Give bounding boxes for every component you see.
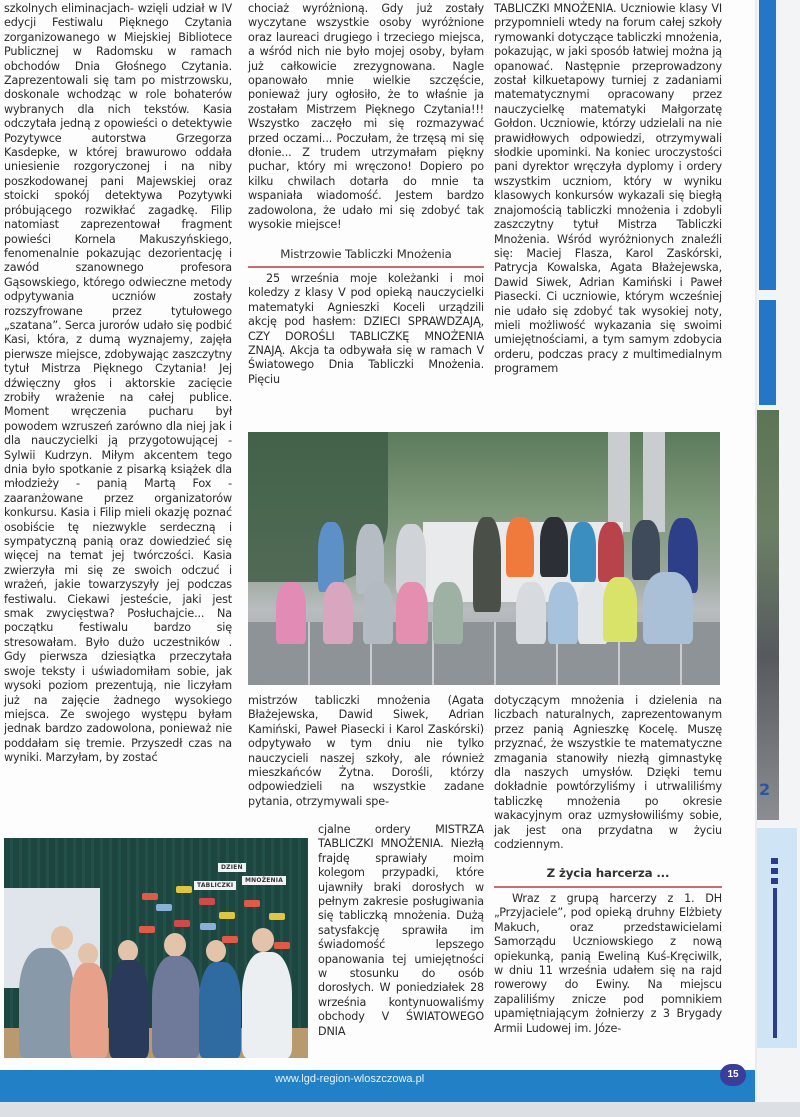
group-photo-scouts [248,432,720,685]
photo-person [109,960,149,1058]
photo-confetti [274,942,290,949]
article-column-3 [494,2,722,377]
photo-person [516,582,546,644]
photo-person [323,582,353,644]
photo-person [473,517,501,612]
article-text: 25 września moje koleżanki i moi koledzy z klasy V pod opieką nauczycielki matematyki Agnieszki Koceli urządzili akcję pod hasłem: DZIECI SPRAWDZAJĄ, CZY DOROŚLI TABLICZKĘ MNOŻENIA ZNAJĄ. Akcja ta odbywała się w ramach V Światowego Dnia Tabliczki Mnożenia. Pięciu [248,271,484,386]
photo-person [70,963,108,1058]
banner-word: TABLICZKI [194,881,236,890]
sidebar-vertical-bar [773,888,777,1038]
photo-person [276,582,306,644]
banner-word: DZIEŃ [218,863,246,872]
article-column-3-lower [494,694,722,1036]
article-text: szkolnych eliminacjach- wzięli udział w IV edycji Festiwalu Pięknego Czytania zorganizowanego w Miejskiej Bibliotece Publicznej w Radomsku w ramach obchodów Dnia Głośnego Czytania. Zaprezentowali się tam po mistrzowsku, doskonale wchodząc w role bohaterów wybranych dla nich tekstów. Kasia odczytała jedną z opowieści o detektywie Pozytywce autorstwa Grzegorza Kasdepke, w której brawurowo oddała uniesienie rozgoryczonej i na niby poszkodowanej pani Majewskiej oraz stoicki spokój detektywa Pozytywki próbującego rozwikłać zagadkę. Filip natomiast zaprezentował fragment powieści Kornela Makuszyńskiego, fenomenalnie pokazując dezorientację i zawód szanownego profesora Gąsowskiego, którego odwieczne metody odpytywania uczniów zostały rozszyfrowane przez tytułowego „szatana”. Serca jurorów udało się podbić Kasi, która, z dumą wyznajemy, zajęła pierwsze miejsce, zdobywając zaszczytny tytuł Mistrza Pięknego Czytania! Jej dźwięczny głos i aktorskie zacięcie zrobiły wrażenie na całej publice. Moment wręczenia pucharu był powodem wzruszeń zarówno dla niej jak i dla nauczycielki ją przygotowującej - Sylwii Kudrzyn. Miłym akcentem tego dnia było spotkanie z pisarką książek dla młodzieży - panią Martą Fox - zaaranżowane przez organizatorów konkursu. Kasia i Filip mieli okazję poznać osobiście tę niezwykle serdeczną i sympatyczną panią oraz dowiedzieć się więcej na temat jej twórczości. Kasia zwierzyła mi się ze swoich odczuć i wrażeń, jakie towarzyszyły jej podczas festiwalu. Ciekawi jesteście, jaki jest smak zwycięstwa? Posłuchajcie... Na początku festiwalu bardzo się stresowałam. Było dużo uczestników . Gdy pierwsza dziesiątka przeczytała swoje teksty i uświadomiłam sobie, jak wysoki poziom prezentują, nie liczyłam już na zajęcie żadnego wysokiego miejsca. Ze swojego występu byłam jednak bardzo zadowolona, ponieważ nie poddałam się tremie. Przyszedł czas na wyniki. Marzyłam, by zostać [4,2,232,765]
photo-confetti [156,904,172,911]
footer-website-link[interactable]: www.lgd-region-wloszczowa.pl [275,1073,425,1085]
photo-confetti [139,926,155,933]
photo-person [598,522,624,582]
photo-head [164,933,186,957]
photo-confetti [142,893,158,900]
photo-person [632,520,660,580]
photo-person [540,517,568,577]
sidebar-dot [771,858,778,864]
article-column-2 [248,2,484,387]
photo-column [608,432,630,532]
section-heading-multiplication: Mistrzowie Tabliczki Mnożenia [248,247,484,268]
sidebar-partial-number: 2 [759,780,771,799]
photo-confetti [222,936,238,943]
photo-head [118,940,138,962]
banner-word: MNOŻENIA [242,876,286,885]
photo-column [643,432,665,532]
photo-confetti [200,923,216,930]
photo-head [78,943,98,965]
page-number-badge: 15 [720,1064,746,1086]
photo-confetti [244,900,260,907]
photo-confetti [199,898,215,905]
photo-person [433,582,463,644]
photo-person [199,962,241,1058]
photo-confetti [174,920,190,927]
article-text: TABLICZKI MNOŻENIA. Uczniowie klasy VI przypomnieli wtedy na forum całej szkoły rymowanki dotyczące tabliczki mnożenia, pokazując, w jaki sposób łatwiej można ją opanować. Następnie przeprowadzony został kilkuetapowy turniej z zadaniami matematycznymi opracowany przez nauczycielkę matematyki Małgorzatę Gołdon. Uczniowie, którzy udzielali na nie prawidłowych odpowiedzi, otrzymywali słodkie upominki. Na koniec uroczystości pani dyrektor wręczyła dyplomy i ordery wszystkim uczniom, który w wyniku klasowych konkursów wykazali się biegłą znajomością tabliczki mnożenia i zdobyli zaszczytny tytuł Mistrza Tabliczki Mnożenia. Wśród wyróżnionych znaleźli się: Maciej Flasza, Karol Zaskórski, Patrycja Kowalska, Agata Błażejewska, Dawid Siwek, Adrian Kamiński i Paweł Piasecki. Ci uczniowie, którym wcześniej nie udało się zdobyć tak wysokiej noty, mieli możliwość wykazania się swoimi umiejętnościami, a tym samym zdobycia orderu, podczas pracy z multimedialnym programem [494,2,722,376]
sidebar-blue-band [759,0,776,290]
scan-bottom-edge [0,1102,800,1117]
photo-person [363,582,393,644]
class-photo-multiplication-day [4,838,308,1058]
photo-confetti [269,913,285,920]
section-heading-scouts: Z życia harcerza ... [494,866,722,887]
sidebar-dot [771,878,778,884]
photo-head [206,940,226,962]
sidebar-dot [771,868,778,874]
photo-person [603,577,637,642]
article-text: chociaż wyróżnioną. Gdy już zostały wyczytane wszystkie osoby wyróżnione oraz laureaci drugiego i trzeciego miejsca, a wśród nich nie było mojej osoby, byłam już całkowicie zrezygnowana. Nagle opanowało mnie wielkie szczęście, ponieważ jury ogłosiło, że to właśnie ja zostałam Mistrzem Pięknego Czytania!!! Wszystko zaczęło mi się rozmazywać przed oczami... Poczułam, że trzęsą mi się dłonie... Z trudem utrzymałam piękny puchar, który mi wręczono! Dopiero po kilku chwilach dotarła do mnie ta wspaniała wiadomość. Jestem bardzo zadowolona, że udało mi się zdobyć tak wysokie miejsce! [248,2,484,232]
article-text: Wraz z grupą harcerzy z 1. DH „Przyjaciele”, pod opieką druhny Elżbiety Makuch, oraz przedstawicielami Samorządu Uczniowskiego z nową opiekunką, panią Eweliną Kuś-Kręciwilk, w dniu 11 września udałem się na rajd rowerowy do Ewiny. Na miejscu zapaliliśmy znicze pod pomnikiem upamiętniającym żołnierzy z 3 Brygady Armii Ludowej im. Józe- [494,891,722,1035]
photo-person [152,956,200,1058]
article-text: cjalne ordery MISTRZA TABLICZKI MNOŻENIA. Niezłą frajdę sprawiały moim kolegom przypadki, które ujawniły braki dorosłych w pełnym zakresie posługiwania się tabliczką mnożenia. Dużą satysfakcję sprawiła im świadomość lepszego opanowania tej umiejętności w stosunku do osób dorosłych. W poniedziałek 28 września kontynuowaliśmy obchody V ŚWIATOWEGO DNIA [318,823,484,1038]
photo-person [19,948,74,1058]
sidebar-photo-fragment [757,410,779,820]
article-column-2-lower [248,694,484,809]
photo-person [643,572,693,644]
article-column-1 [4,2,232,766]
sidebar-blue-band [759,300,776,405]
article-column-2-wrap [318,823,484,1039]
photo-person [506,517,534,577]
photo-head [252,928,274,952]
photo-confetti [219,912,235,919]
photo-confetti [176,886,192,893]
photo-head [51,926,73,950]
photo-person [548,582,578,644]
article-text: mistrzów tabliczki mnożenia (Agata Błażejewska, Dawid Siwek, Adrian Kamiński, Paweł Piasecki i Karol Zaskórski) odpytywało w tym dniu nie tylko nauczycieli naszej szkoły, ale również mieszkańców Żytna. Dorośli, którzy odpowiedzieli na wszystkie zadane pytania, otrzymywali spe- [248,694,484,808]
article-text: dotyczącym mnożenia i dzielenia na liczbach naturalnych, zaprezentowanym przez panią Agnieszkę Kocelę. Muszę przyznać, że wszystkie te matematyczne zmagania stanowiły niezłą gimnastykę dla naszych umysłów. Dzięki temu dokładnie powtórzyliśmy i utrwaliliśmy tabliczkę mnożenia po okresie wakacyjnym oraz uzmysłowiliśmy sobie, jak jest ona przydatna w życiu codziennym. [494,694,722,852]
photo-person [570,522,596,582]
photo-person [396,582,428,644]
photo-person [242,952,292,1058]
